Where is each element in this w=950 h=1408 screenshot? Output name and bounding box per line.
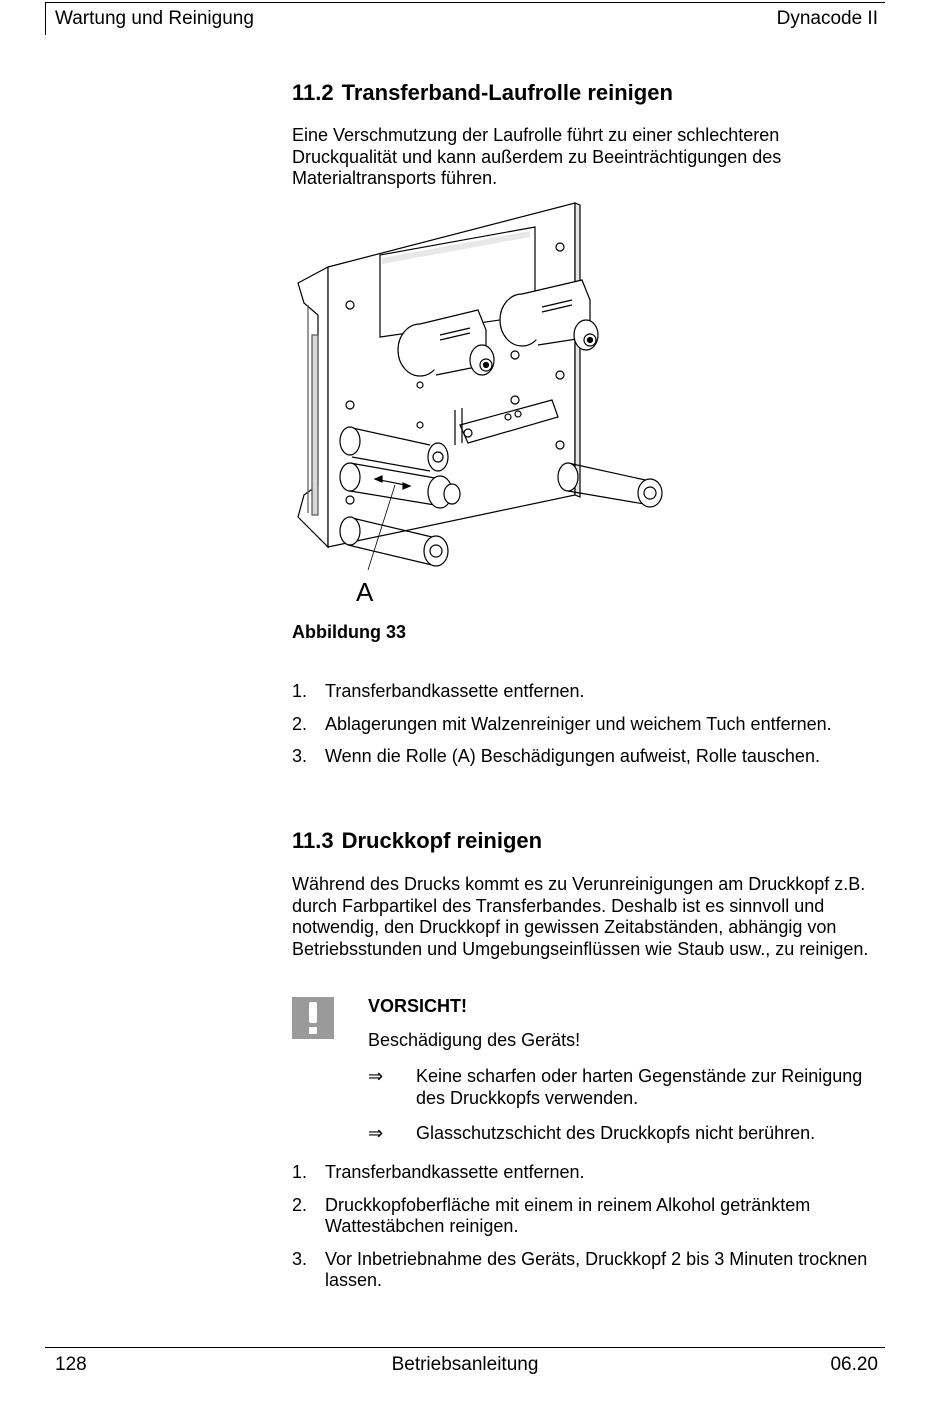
- list-item: 1. Transferbandkassette entfernen.: [292, 681, 585, 701]
- header-product: Dynacode II: [776, 8, 878, 29]
- arrow-icon: ⇒: [368, 1066, 384, 1087]
- footer-date: 06.20: [830, 1354, 878, 1375]
- section-11-3-intro: [292, 874, 872, 960]
- warning-icon: [292, 997, 334, 1039]
- section-11-3-heading: [292, 828, 872, 854]
- list-item: 2. Druckkopfoberfläche mit einem in reinem Alkohol getränktem Wattestäbchen reinigen.: [292, 1194, 811, 1236]
- figure-caption: Abbildung 33: [292, 622, 406, 642]
- steps-11-2: [292, 681, 872, 768]
- list-item: 3. Vor Inbetriebnahme des Geräts, Druckkopf 2 bis 3 Minuten trocknen lassen.: [292, 1248, 868, 1290]
- section-11-2-heading: [292, 80, 872, 106]
- footer-document: Betriebsanleitung: [391, 1354, 539, 1375]
- caution-title: VORSICHT!: [368, 996, 467, 1016]
- steps-11-3: [292, 1162, 872, 1292]
- section-number: 11.2: [292, 80, 334, 105]
- section-11-2-intro: [292, 125, 872, 190]
- caution-subtitle: Beschädigung des Geräts!: [368, 1030, 581, 1050]
- page-number: 128: [55, 1354, 87, 1375]
- intro-paragraph: Eine Verschmutzung der Laufrolle führt zu einer schlechteren Druckqualität und kann außerdem zu Beeinträchtigungen des Materialtransports führen.: [292, 125, 782, 188]
- list-item: 1. Transferbandkassette entfernen.: [292, 1162, 585, 1182]
- section-title: Transferband-Laufrolle reinigen: [341, 80, 673, 105]
- figure-label-a: A: [356, 577, 374, 607]
- header-rule: [45, 2, 885, 3]
- arrow-icon: ⇒: [368, 1123, 384, 1144]
- header-section: Wartung und Reinigung: [55, 8, 254, 29]
- list-item: 2. Ablagerungen mit Walzenreiniger und weichem Tuch entfernen.: [292, 713, 832, 734]
- list-item: 3. Wenn die Rolle (A) Beschädigungen aufweist, Rolle tauschen.: [292, 746, 820, 766]
- footer-rule: [45, 1347, 885, 1348]
- intro-paragraph: Während des Drucks kommt es zu Verunreinigungen am Druckkopf z.B. durch Farbpartikel des Transferbandes. Deshalb ist es sinnvoll und notwendig, den Druckkopf in gewissen Zeitabständen, abhängig von Betriebsstunden und Umgebungseinflüssen wie Staub usw., zu reinigen.: [292, 874, 869, 959]
- header-rule-vertical: [45, 2, 46, 35]
- section-number: 11.3: [292, 828, 334, 853]
- mechanism-illustration: [290, 195, 680, 610]
- section-title: Druckkopf reinigen: [341, 828, 543, 853]
